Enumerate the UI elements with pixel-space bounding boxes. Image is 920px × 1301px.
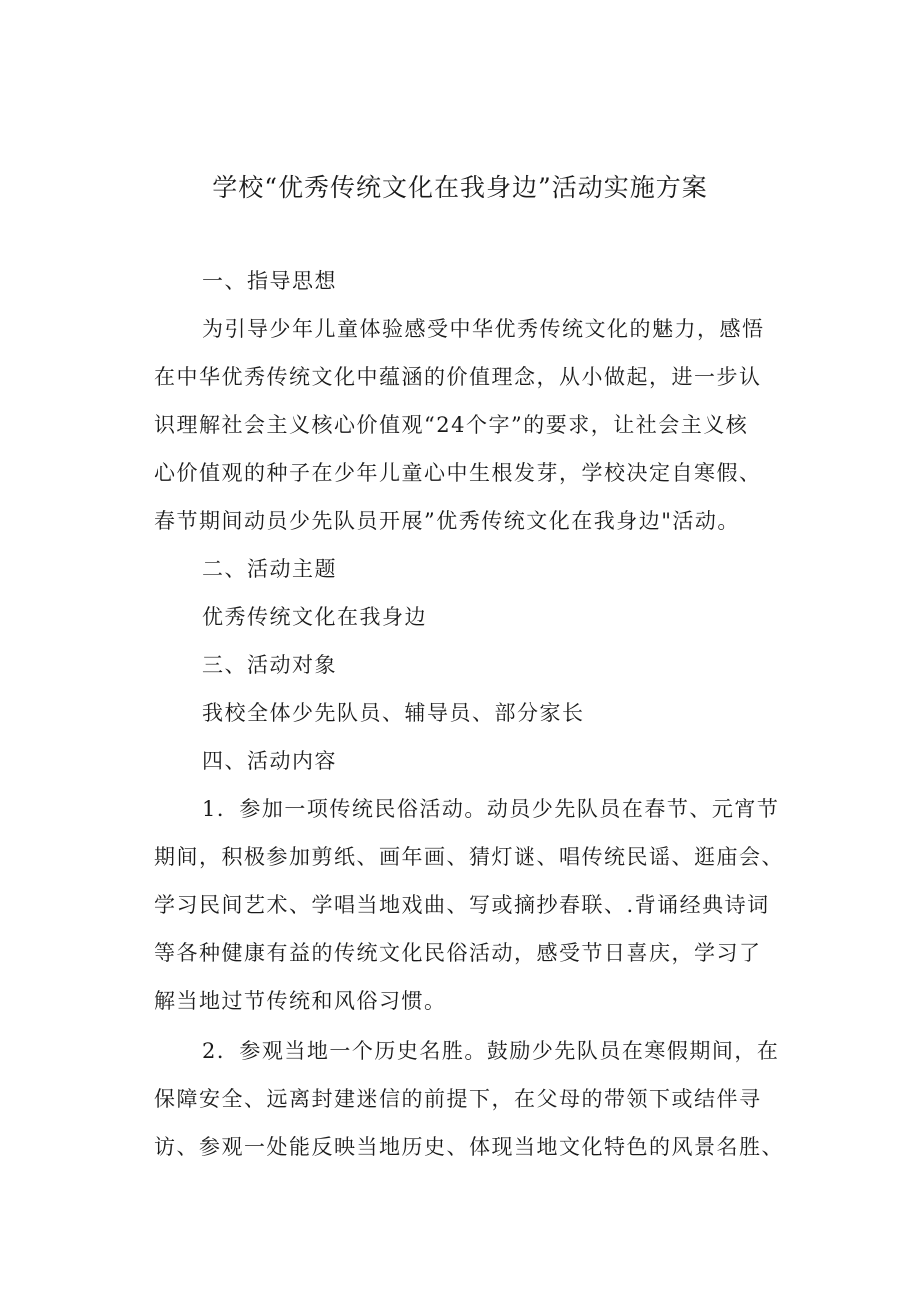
- paragraph-line: 春节期间动员少先队员开展”优秀传统文化在我身边"活动。: [154, 509, 740, 533]
- document-title: 学校“优秀传统文化在我身边”活动实施方案: [212, 173, 708, 202]
- paragraph-line: 期间，积极参加剪纸、画年画、猜灯谜、唱传统民谣、逛庙会、: [154, 845, 784, 869]
- paragraph-line: 保障安全、远离封建迷信的前提下，在父母的带领下或结伴寻: [154, 1087, 762, 1111]
- section-heading-content: 四、活动内容: [202, 749, 337, 773]
- paragraph-line: 为引导少年儿童体验感受中华优秀传统文化的魅力，感悟: [202, 317, 765, 341]
- paragraph-line: 识理解社会主义核心价值观“24个字”的要求，让社会主义核: [154, 413, 749, 437]
- theme-text: 优秀传统文化在我身边: [202, 605, 427, 629]
- section-heading-participants: 三、活动对象: [202, 653, 337, 677]
- paragraph-line: 学习民间艺术、学唱当地戏曲、写或摘抄春联、.背诵经典诗词: [154, 893, 770, 917]
- section-heading-guiding-ideology: 一、指导思想: [202, 269, 337, 293]
- paragraph-line: 在中华优秀传统文化中蕴涵的价值理念，从小做起，进一步认: [154, 365, 762, 389]
- paragraph-line: 等各种健康有益的传统文化民俗活动，感受节日喜庆，学习了: [154, 941, 762, 965]
- paragraph-line: 解当地过节传统和风俗习惯。: [154, 989, 447, 1013]
- participants-text: 我校全体少先队员、辅导员、部分家长: [202, 701, 585, 725]
- paragraph-line: 心价值观的种子在少年儿童心中生根发芽，学校决定自寒假、: [154, 461, 762, 485]
- paragraph-line: 1．参加一项传统民俗活动。动员少先队员在春节、元宵节: [202, 797, 780, 821]
- section-heading-theme: 二、活动主题: [202, 557, 337, 581]
- paragraph-line: 2．参观当地一个历史名胜。鼓励少先队员在寒假期间，在: [202, 1039, 780, 1063]
- paragraph-line: 访、参观一处能反映当地历史、体现当地文化特色的风景名胜、: [154, 1135, 784, 1159]
